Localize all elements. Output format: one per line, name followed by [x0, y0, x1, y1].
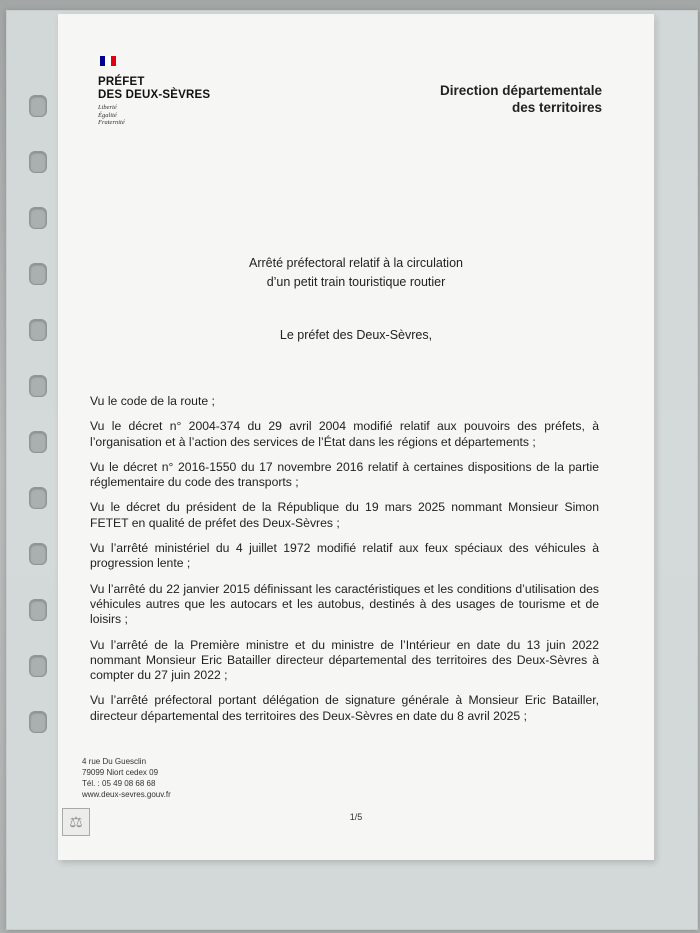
- footer-address: [82, 756, 171, 800]
- page-number: 1/5: [349, 812, 363, 822]
- vu-paragraph: Vu le décret n° 2004-374 du 29 avril 2004 modifié relatif aux pouvoirs des préfets, à l’organisation et à l’action des services de l’État dans les régions et départements ;: [90, 419, 599, 449]
- vu-paragraph: Vu le décret n° 2016-1550 du 17 novembre 2016 relatif à certaines dispositions de la partie réglementaire du code des transports ;: [90, 459, 599, 490]
- republic-flag-icon: [100, 56, 116, 66]
- prefet-block: [98, 76, 210, 102]
- qualiopi-stamp-icon: ⚖: [62, 808, 90, 836]
- address-street: 4 rue Du Guesclin: [82, 757, 147, 766]
- document-page: [58, 14, 654, 860]
- title-line-1: Arrêté préfectoral relatif à la circulation: [249, 256, 463, 270]
- motto-liberte: Liberté: [98, 104, 117, 111]
- vu-paragraph: Vu l’arrêté ministériel du 4 juillet 1972 modifié relatif aux feux spéciaux des véhicules à progression lente ;: [90, 541, 599, 571]
- vu-paragraph: Vu le décret du président de la République du 19 mars 2025 nommant Monsieur Simon FETET en qualité de préfet des Deux-Sèvres ;: [90, 500, 599, 530]
- direction-line-1: Direction départementale: [439, 83, 602, 98]
- prefet-address-line: Le préfet des Deux-Sèvres,: [279, 328, 433, 342]
- vu-paragraph: Vu l’arrêté de la Première ministre et du ministre de l’Intérieur en date du 13 juin 2022 nommant Monsieur Eric Batailler directeur départemental des territoires des Deux-Sèvres à compter du 27 juin 2022 ;: [90, 637, 599, 683]
- title-line-2: d’un petit train touristique routier: [266, 275, 446, 289]
- direction-line-2: des territoires: [511, 100, 602, 115]
- vu-paragraph: Vu le code de la route ;: [90, 394, 215, 408]
- vu-list: [90, 394, 599, 724]
- address-city: 79099 Niort cedex 09: [82, 768, 159, 777]
- motto-egalite: Égalité: [98, 111, 117, 119]
- binder-holes: [29, 95, 49, 775]
- flag-red: [111, 56, 116, 66]
- motto-fraternite: Fraternité: [98, 119, 125, 126]
- address-website: www.deux-sevres.gouv.fr: [82, 790, 171, 799]
- prefet-line-1: PRÉFET: [98, 76, 145, 88]
- direction-heading: [440, 82, 602, 116]
- document-title: [58, 254, 654, 292]
- vu-paragraph: Vu l’arrêté préfectoral portant délégation de signature générale à Monsieur Eric Batailler, directeur départemental des territoires des Deux-Sèvres en date du 8 avril 2025 ;: [90, 693, 599, 723]
- motto: [98, 104, 125, 127]
- vu-paragraph: Vu l’arrêté du 22 janvier 2015 définissant les caractéristiques et les conditions d’utilisation des véhicules autres que les autocars et les autobus, destinés à des usages de tourisme et de loisirs ;: [90, 581, 599, 627]
- address-phone: Tél. : 05 49 08 68 68: [82, 779, 156, 788]
- prefet-line-2: DES DEUX-SÈVRES: [98, 89, 211, 101]
